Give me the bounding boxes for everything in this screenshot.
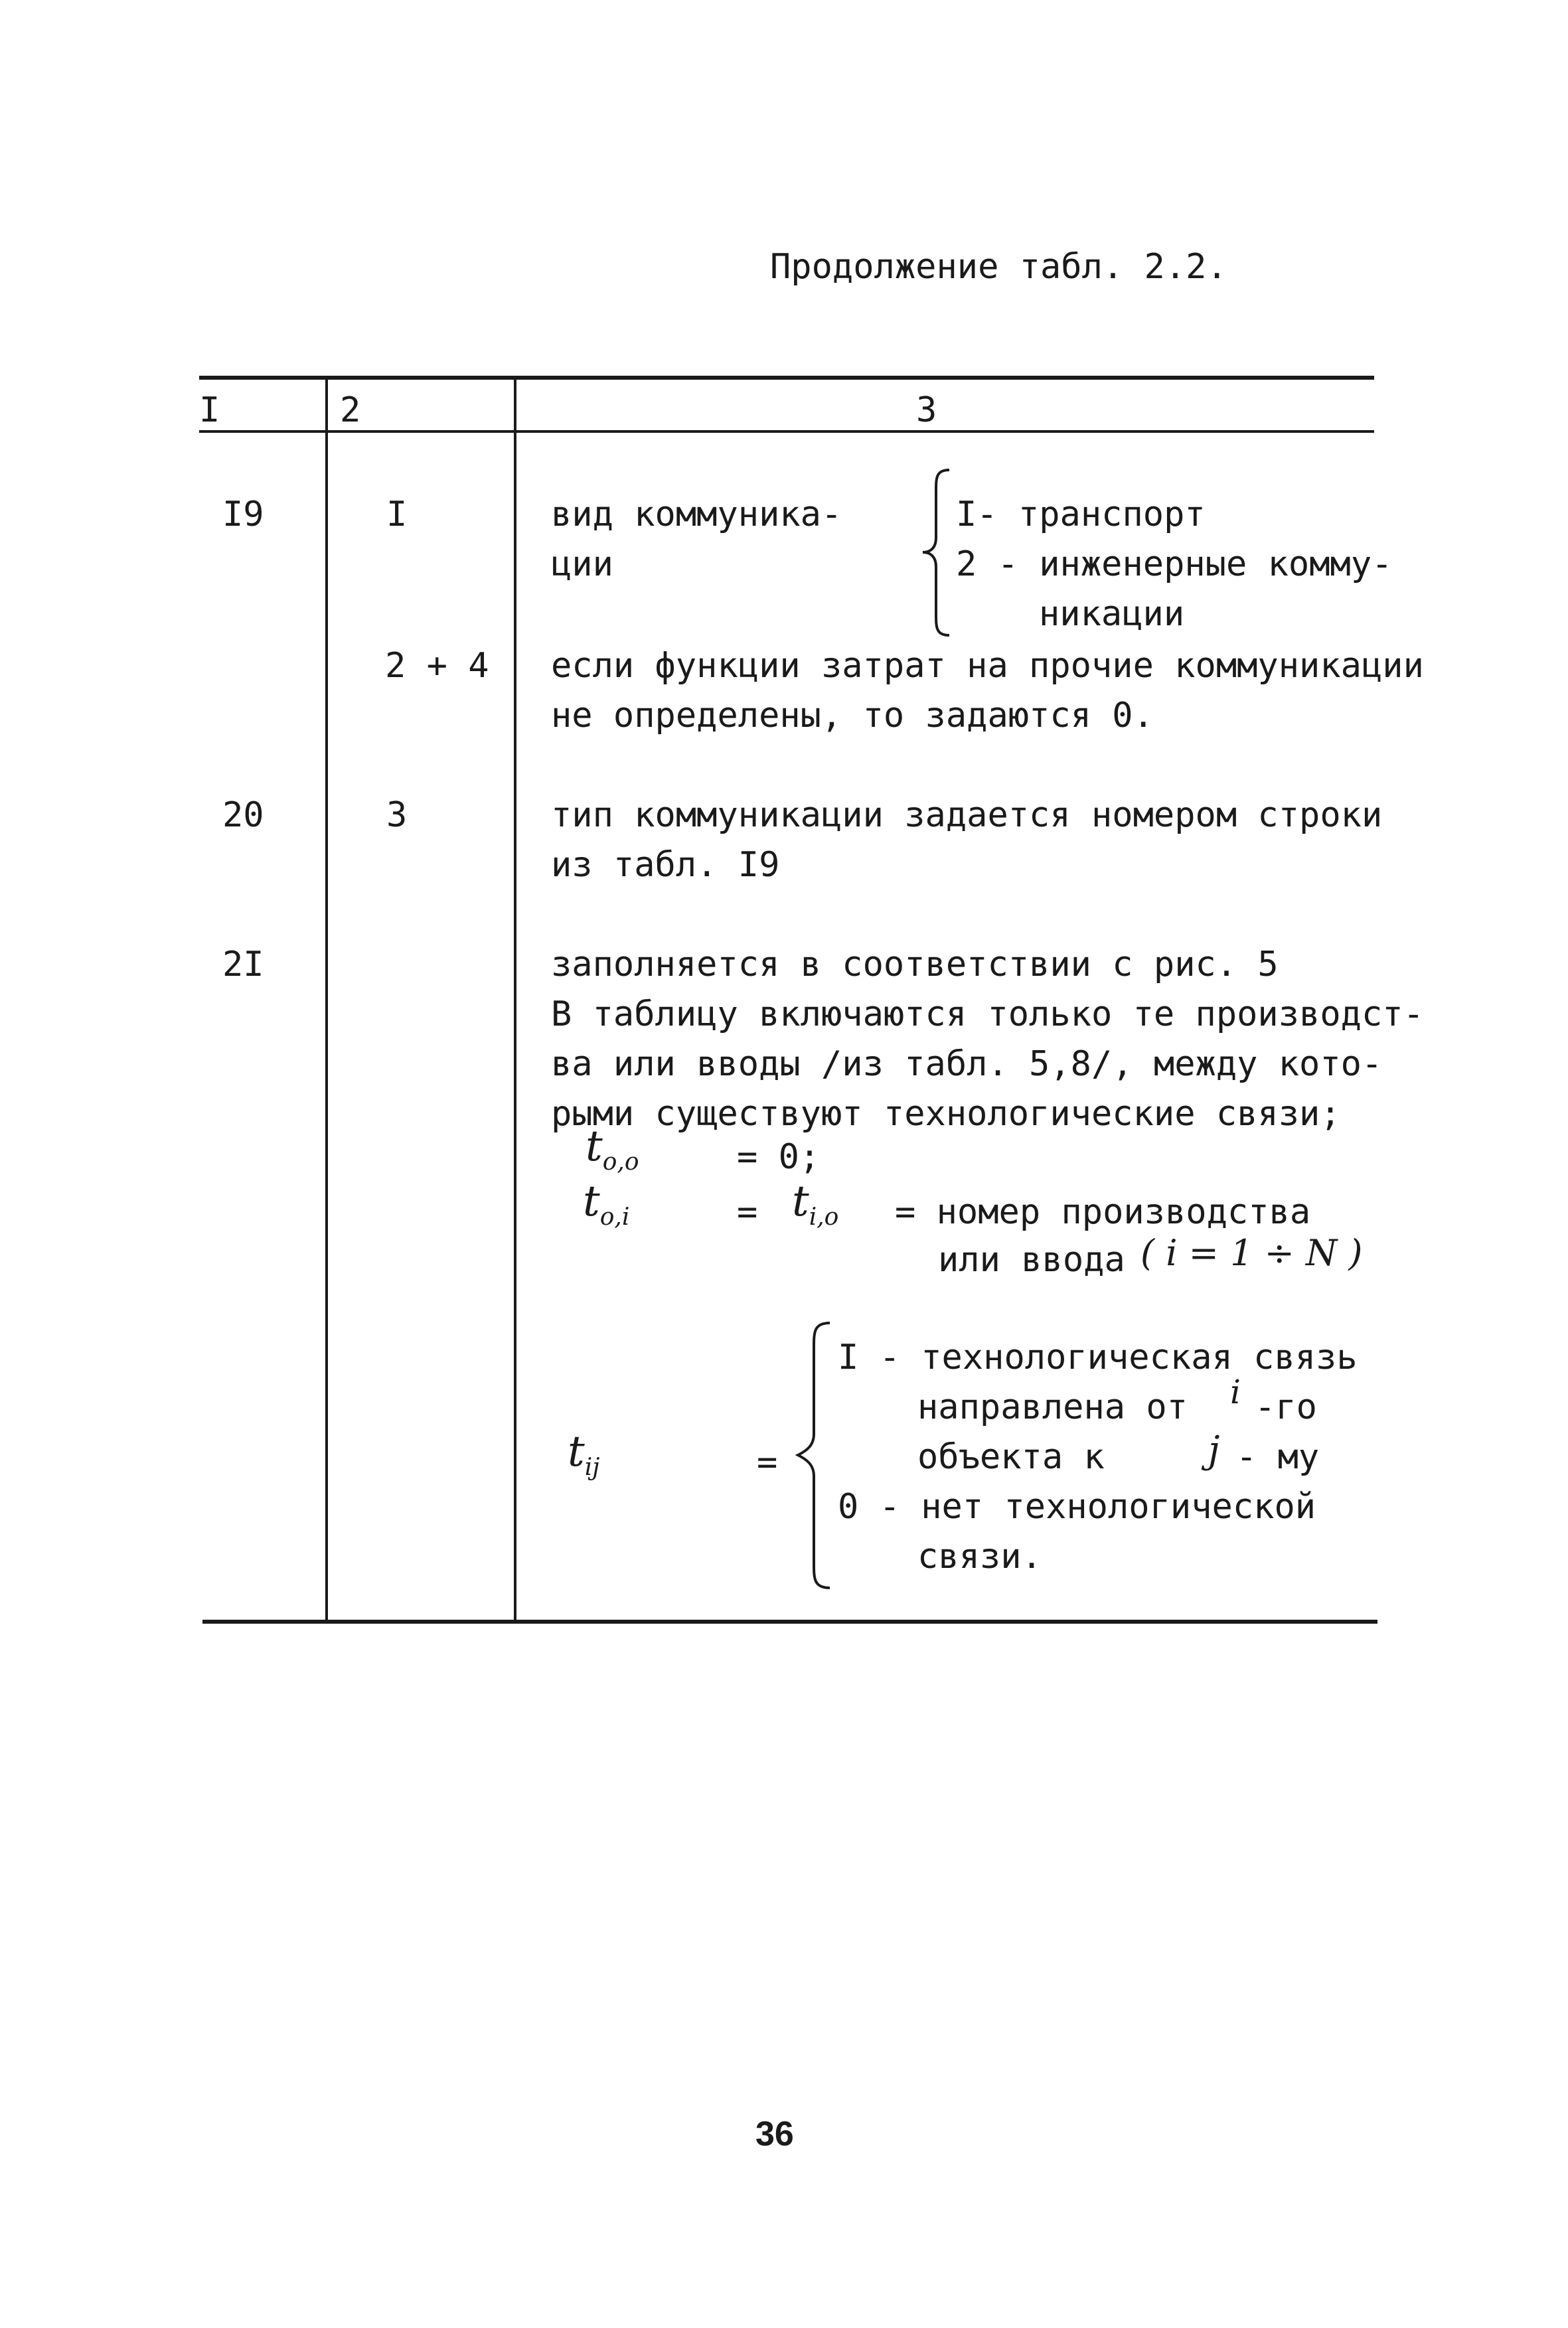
- row-19-label-cont: ции: [551, 544, 613, 584]
- tij-case-1-line-3: объекта к: [917, 1437, 1105, 1477]
- tij-case-0: 0 - нет технологической: [838, 1487, 1316, 1527]
- tij-case-1-dative: - му: [1236, 1437, 1320, 1477]
- row-20-text-cont: из табл. I9: [551, 845, 780, 885]
- formula-ti0-subscript: i,o: [809, 1203, 839, 1231]
- row-19-code-1: I: [386, 495, 408, 534]
- header-bottom-rule: [199, 430, 1374, 433]
- tij-case-1-ordinal: -го: [1255, 1387, 1317, 1427]
- row-21-line-2: В таблицу включаются только те производст-: [551, 994, 1424, 1034]
- table-top-rule: [199, 376, 1374, 380]
- formula-t00: $t_{o,o}$: [586, 1122, 639, 1176]
- row-19-option-2-cont: никации: [1039, 594, 1185, 634]
- tij-case-1-j-index: j: [1208, 1429, 1220, 1472]
- row-19-brace: [917, 465, 957, 641]
- row-19-code-2: 2 + 4: [385, 646, 489, 686]
- header-col-3: 3: [916, 390, 937, 430]
- row-21-line-1: заполняется в соответствии с рис. 5: [551, 945, 1279, 984]
- formula-equals-2: =: [757, 1442, 778, 1482]
- formula-tij: $t_{ij}$: [568, 1427, 600, 1481]
- row-19-option-2: 2 - инженерные комму-: [956, 544, 1393, 584]
- formula-t00-value: = 0;: [737, 1137, 821, 1177]
- row-19-note: если функции затрат на прочие коммуникации: [551, 646, 1424, 686]
- table-bottom-rule: [202, 1620, 1377, 1624]
- tij-case-1: I - технологическая связь: [838, 1338, 1358, 1377]
- column-divider-2: [514, 376, 516, 1622]
- row-21-number: 2I: [222, 945, 264, 984]
- tij-case-0-line-2: связи.: [917, 1537, 1042, 1577]
- column-divider-1: [325, 376, 328, 1622]
- row-19-number: I9: [222, 495, 264, 534]
- tij-case-1-line-2: направлена от: [917, 1387, 1188, 1427]
- tij-case-1-i-index: i: [1230, 1373, 1241, 1411]
- formula-production-number: = номер производства: [895, 1192, 1311, 1232]
- tij-brace: [791, 1318, 838, 1593]
- formula-index-range: ( i = 1 ÷ N ): [1140, 1232, 1363, 1274]
- formula-or-input: или ввода: [938, 1240, 1125, 1280]
- row-20-text: тип коммуникации задается номером строки: [551, 795, 1383, 835]
- header-col-1: I: [199, 390, 220, 430]
- formula-tij-subscript: ij: [584, 1453, 600, 1481]
- page-number: 36: [755, 2115, 794, 2153]
- formula-t0i-subscript: o,i: [599, 1203, 630, 1231]
- row-19-label: вид коммуника-: [551, 495, 842, 534]
- table-continuation-caption: Продолжение табл. 2.2.: [770, 247, 1227, 287]
- row-19-note-cont: не определены, то задаются 0.: [551, 696, 1154, 736]
- row-19-option-1: I- транспорт: [956, 495, 1206, 534]
- row-21-line-3: ва или вводы /из табл. 5,8/, между кото-: [551, 1044, 1383, 1084]
- row-20-number: 20: [222, 795, 264, 835]
- header-col-2: 2: [340, 390, 361, 430]
- formula-ti0: $t_{i,o}$: [792, 1177, 839, 1231]
- formula-equals-1: =: [737, 1192, 758, 1232]
- row-21-line-4: рыми существуют технологические связи;: [551, 1094, 1341, 1134]
- formula-t0i: $t_{o,i}$: [583, 1177, 630, 1231]
- formula-t00-subscript: o,o: [602, 1148, 639, 1176]
- row-20-code: 3: [386, 795, 408, 835]
